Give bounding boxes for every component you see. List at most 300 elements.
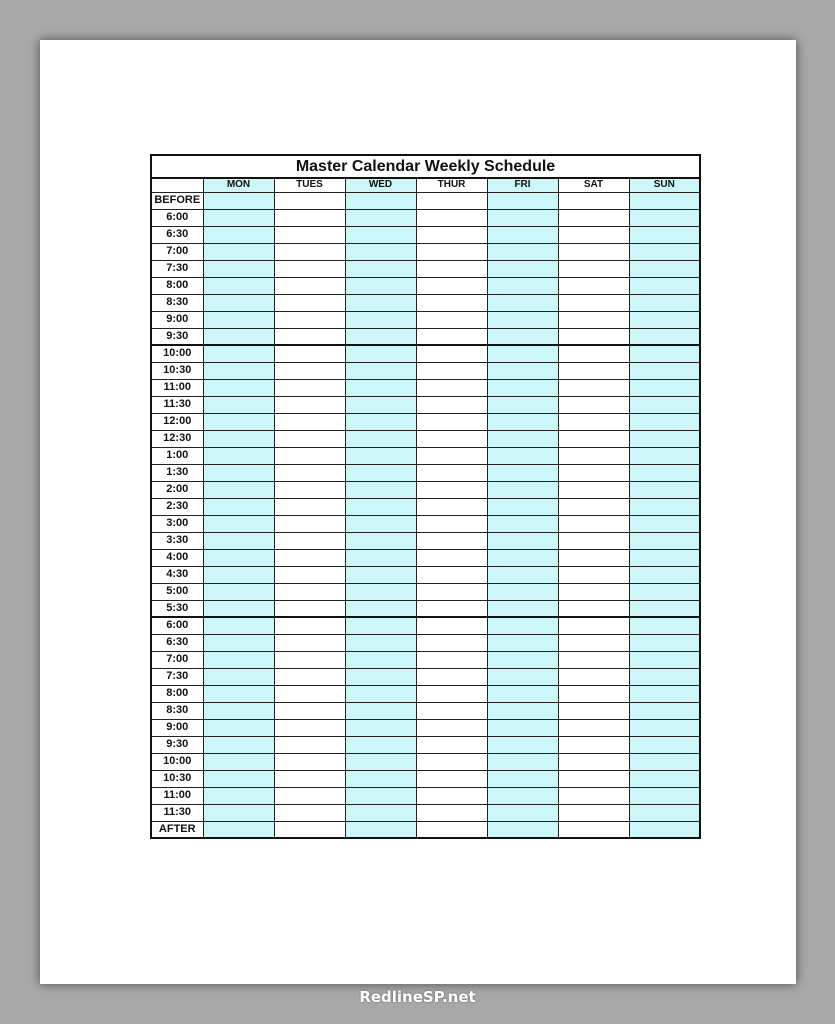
time-label: 9:30 bbox=[151, 736, 203, 753]
slot-cell-mon[interactable] bbox=[203, 668, 274, 685]
slot-cell-fri[interactable] bbox=[487, 294, 558, 311]
slot-cell-wed[interactable] bbox=[345, 481, 416, 498]
slot-cell-tues[interactable] bbox=[274, 226, 345, 243]
slot-cell-thur[interactable] bbox=[416, 379, 487, 396]
slot-cell-fri[interactable] bbox=[487, 719, 558, 736]
slot-cell-tues[interactable] bbox=[274, 600, 345, 617]
weekly-schedule-table bbox=[150, 154, 701, 839]
slot-cell-sat[interactable] bbox=[558, 260, 629, 277]
slot-cell-wed[interactable] bbox=[345, 549, 416, 566]
slot-cell-sun[interactable] bbox=[629, 447, 700, 464]
slot-cell-mon[interactable] bbox=[203, 821, 274, 838]
slot-cell-wed[interactable] bbox=[345, 736, 416, 753]
slot-cell-mon[interactable] bbox=[203, 294, 274, 311]
slot-cell-fri[interactable] bbox=[487, 566, 558, 583]
time-label: 7:00 bbox=[151, 651, 203, 668]
schedule-row bbox=[151, 651, 700, 668]
slot-cell-mon[interactable] bbox=[203, 243, 274, 260]
slot-cell-sat[interactable] bbox=[558, 600, 629, 617]
slot-cell-tues[interactable] bbox=[274, 277, 345, 294]
slot-cell-tues[interactable] bbox=[274, 430, 345, 447]
slot-cell-thur[interactable] bbox=[416, 634, 487, 651]
slot-cell-sat[interactable] bbox=[558, 396, 629, 413]
slot-cell-sat[interactable] bbox=[558, 583, 629, 600]
slot-cell-tues[interactable] bbox=[274, 260, 345, 277]
slot-cell-wed[interactable] bbox=[345, 243, 416, 260]
slot-cell-wed[interactable] bbox=[345, 770, 416, 787]
slot-cell-fri[interactable] bbox=[487, 685, 558, 702]
slot-cell-mon[interactable] bbox=[203, 430, 274, 447]
slot-cell-sat[interactable] bbox=[558, 549, 629, 566]
time-label: 8:00 bbox=[151, 685, 203, 702]
slot-cell-fri[interactable] bbox=[487, 651, 558, 668]
slot-cell-mon[interactable] bbox=[203, 532, 274, 549]
slot-cell-tues[interactable] bbox=[274, 617, 345, 634]
slot-cell-fri[interactable] bbox=[487, 481, 558, 498]
slot-cell-sun[interactable] bbox=[629, 770, 700, 787]
slot-cell-fri[interactable] bbox=[487, 243, 558, 260]
slot-cell-wed[interactable] bbox=[345, 328, 416, 345]
slot-cell-fri[interactable] bbox=[487, 787, 558, 804]
slot-cell-mon[interactable] bbox=[203, 260, 274, 277]
slot-cell-sun[interactable] bbox=[629, 549, 700, 566]
slot-cell-sun[interactable] bbox=[629, 583, 700, 600]
slot-cell-thur[interactable] bbox=[416, 447, 487, 464]
slot-cell-fri[interactable] bbox=[487, 277, 558, 294]
time-label: 5:00 bbox=[151, 583, 203, 600]
slot-cell-sat[interactable] bbox=[558, 311, 629, 328]
slot-cell-mon[interactable] bbox=[203, 481, 274, 498]
slot-cell-mon[interactable] bbox=[203, 549, 274, 566]
schedule-row bbox=[151, 243, 700, 260]
slot-cell-mon[interactable] bbox=[203, 447, 274, 464]
slot-cell-sun[interactable] bbox=[629, 719, 700, 736]
slot-cell-sun[interactable] bbox=[629, 481, 700, 498]
slot-cell-tues[interactable] bbox=[274, 209, 345, 226]
slot-cell-sun[interactable] bbox=[629, 192, 700, 209]
slot-cell-sat[interactable] bbox=[558, 192, 629, 209]
slot-cell-wed[interactable] bbox=[345, 719, 416, 736]
slot-cell-sun[interactable] bbox=[629, 260, 700, 277]
slot-cell-tues[interactable] bbox=[274, 345, 345, 362]
slot-cell-tues[interactable] bbox=[274, 787, 345, 804]
slot-cell-mon[interactable] bbox=[203, 464, 274, 481]
slot-cell-mon[interactable] bbox=[203, 685, 274, 702]
slot-cell-tues[interactable] bbox=[274, 532, 345, 549]
slot-cell-thur[interactable] bbox=[416, 328, 487, 345]
slot-cell-fri[interactable] bbox=[487, 379, 558, 396]
slot-cell-thur[interactable] bbox=[416, 719, 487, 736]
schedule-row bbox=[151, 328, 700, 345]
slot-cell-mon[interactable] bbox=[203, 498, 274, 515]
slot-cell-wed[interactable] bbox=[345, 413, 416, 430]
time-label: 10:30 bbox=[151, 362, 203, 379]
slot-cell-sun[interactable] bbox=[629, 753, 700, 770]
slot-cell-fri[interactable] bbox=[487, 804, 558, 821]
schedule-title: Master Calendar Weekly Schedule bbox=[151, 155, 700, 178]
slot-cell-tues[interactable] bbox=[274, 464, 345, 481]
slot-cell-sun[interactable] bbox=[629, 209, 700, 226]
time-label: 12:00 bbox=[151, 413, 203, 430]
slot-cell-mon[interactable] bbox=[203, 192, 274, 209]
slot-cell-fri[interactable] bbox=[487, 549, 558, 566]
slot-cell-fri[interactable] bbox=[487, 260, 558, 277]
slot-cell-fri[interactable] bbox=[487, 583, 558, 600]
slot-cell-thur[interactable] bbox=[416, 821, 487, 838]
slot-cell-fri[interactable] bbox=[487, 396, 558, 413]
slot-cell-tues[interactable] bbox=[274, 719, 345, 736]
slot-cell-thur[interactable] bbox=[416, 192, 487, 209]
slot-cell-sat[interactable] bbox=[558, 770, 629, 787]
slot-cell-thur[interactable] bbox=[416, 430, 487, 447]
slot-cell-mon[interactable] bbox=[203, 277, 274, 294]
slot-cell-tues[interactable] bbox=[274, 685, 345, 702]
slot-cell-wed[interactable] bbox=[345, 617, 416, 634]
slot-cell-wed[interactable] bbox=[345, 787, 416, 804]
slot-cell-sat[interactable] bbox=[558, 515, 629, 532]
slot-cell-tues[interactable] bbox=[274, 753, 345, 770]
slot-cell-mon[interactable] bbox=[203, 396, 274, 413]
slot-cell-fri[interactable] bbox=[487, 770, 558, 787]
schedule-row bbox=[151, 209, 700, 226]
slot-cell-mon[interactable] bbox=[203, 226, 274, 243]
day-header-mon: MON bbox=[203, 178, 274, 192]
slot-cell-thur[interactable] bbox=[416, 600, 487, 617]
slot-cell-sun[interactable] bbox=[629, 634, 700, 651]
slot-cell-sun[interactable] bbox=[629, 651, 700, 668]
schedule-row bbox=[151, 702, 700, 719]
slot-cell-thur[interactable] bbox=[416, 651, 487, 668]
slot-cell-tues[interactable] bbox=[274, 821, 345, 838]
slot-cell-tues[interactable] bbox=[274, 549, 345, 566]
slot-cell-sun[interactable] bbox=[629, 821, 700, 838]
slot-cell-sun[interactable] bbox=[629, 379, 700, 396]
slot-cell-tues[interactable] bbox=[274, 192, 345, 209]
slot-cell-sat[interactable] bbox=[558, 787, 629, 804]
slot-cell-fri[interactable] bbox=[487, 753, 558, 770]
slot-cell-fri[interactable] bbox=[487, 736, 558, 753]
slot-cell-tues[interactable] bbox=[274, 702, 345, 719]
slot-cell-tues[interactable] bbox=[274, 294, 345, 311]
slot-cell-wed[interactable] bbox=[345, 260, 416, 277]
slot-cell-tues[interactable] bbox=[274, 447, 345, 464]
slot-cell-sun[interactable] bbox=[629, 362, 700, 379]
slot-cell-fri[interactable] bbox=[487, 821, 558, 838]
slot-cell-sat[interactable] bbox=[558, 277, 629, 294]
slot-cell-sun[interactable] bbox=[629, 396, 700, 413]
slot-cell-wed[interactable] bbox=[345, 821, 416, 838]
slot-cell-sat[interactable] bbox=[558, 447, 629, 464]
slot-cell-mon[interactable] bbox=[203, 770, 274, 787]
slot-cell-tues[interactable] bbox=[274, 311, 345, 328]
slot-cell-tues[interactable] bbox=[274, 651, 345, 668]
time-label: 9:30 bbox=[151, 328, 203, 345]
slot-cell-wed[interactable] bbox=[345, 583, 416, 600]
slot-cell-sun[interactable] bbox=[629, 736, 700, 753]
slot-cell-sat[interactable] bbox=[558, 294, 629, 311]
slot-cell-wed[interactable] bbox=[345, 600, 416, 617]
slot-cell-fri[interactable] bbox=[487, 532, 558, 549]
slot-cell-sun[interactable] bbox=[629, 804, 700, 821]
slot-cell-wed[interactable] bbox=[345, 362, 416, 379]
slot-cell-sun[interactable] bbox=[629, 600, 700, 617]
slot-cell-mon[interactable] bbox=[203, 600, 274, 617]
slot-cell-thur[interactable] bbox=[416, 702, 487, 719]
slot-cell-tues[interactable] bbox=[274, 362, 345, 379]
time-label: 12:30 bbox=[151, 430, 203, 447]
slot-cell-wed[interactable] bbox=[345, 753, 416, 770]
slot-cell-sat[interactable] bbox=[558, 566, 629, 583]
slot-cell-thur[interactable] bbox=[416, 481, 487, 498]
schedule-row bbox=[151, 430, 700, 447]
slot-cell-wed[interactable] bbox=[345, 532, 416, 549]
slot-cell-tues[interactable] bbox=[274, 413, 345, 430]
slot-cell-sat[interactable] bbox=[558, 821, 629, 838]
slot-cell-tues[interactable] bbox=[274, 243, 345, 260]
slot-cell-wed[interactable] bbox=[345, 311, 416, 328]
schedule-row bbox=[151, 787, 700, 804]
schedule-row bbox=[151, 464, 700, 481]
slot-cell-thur[interactable] bbox=[416, 515, 487, 532]
slot-cell-thur[interactable] bbox=[416, 549, 487, 566]
slot-cell-sun[interactable] bbox=[629, 498, 700, 515]
time-label: 8:00 bbox=[151, 277, 203, 294]
slot-cell-sat[interactable] bbox=[558, 753, 629, 770]
document-page bbox=[40, 40, 796, 984]
slot-cell-sat[interactable] bbox=[558, 243, 629, 260]
slot-cell-thur[interactable] bbox=[416, 294, 487, 311]
slot-cell-thur[interactable] bbox=[416, 583, 487, 600]
slot-cell-sat[interactable] bbox=[558, 209, 629, 226]
slot-cell-tues[interactable] bbox=[274, 328, 345, 345]
slot-cell-wed[interactable] bbox=[345, 192, 416, 209]
slot-cell-sun[interactable] bbox=[629, 685, 700, 702]
slot-cell-sat[interactable] bbox=[558, 413, 629, 430]
slot-cell-thur[interactable] bbox=[416, 209, 487, 226]
schedule-row bbox=[151, 821, 700, 838]
slot-cell-tues[interactable] bbox=[274, 396, 345, 413]
slot-cell-tues[interactable] bbox=[274, 379, 345, 396]
slot-cell-tues[interactable] bbox=[274, 481, 345, 498]
slot-cell-sat[interactable] bbox=[558, 532, 629, 549]
slot-cell-sat[interactable] bbox=[558, 481, 629, 498]
slot-cell-mon[interactable] bbox=[203, 753, 274, 770]
slot-cell-wed[interactable] bbox=[345, 651, 416, 668]
slot-cell-tues[interactable] bbox=[274, 515, 345, 532]
slot-cell-wed[interactable] bbox=[345, 226, 416, 243]
slot-cell-wed[interactable] bbox=[345, 209, 416, 226]
slot-cell-fri[interactable] bbox=[487, 209, 558, 226]
slot-cell-fri[interactable] bbox=[487, 328, 558, 345]
slot-cell-fri[interactable] bbox=[487, 498, 558, 515]
slot-cell-wed[interactable] bbox=[345, 345, 416, 362]
schedule-row bbox=[151, 515, 700, 532]
slot-cell-fri[interactable] bbox=[487, 464, 558, 481]
slot-cell-tues[interactable] bbox=[274, 634, 345, 651]
slot-cell-thur[interactable] bbox=[416, 498, 487, 515]
schedule-row bbox=[151, 498, 700, 515]
slot-cell-thur[interactable] bbox=[416, 736, 487, 753]
slot-cell-wed[interactable] bbox=[345, 430, 416, 447]
slot-cell-thur[interactable] bbox=[416, 226, 487, 243]
slot-cell-thur[interactable] bbox=[416, 770, 487, 787]
slot-cell-mon[interactable] bbox=[203, 362, 274, 379]
slot-cell-wed[interactable] bbox=[345, 634, 416, 651]
slot-cell-wed[interactable] bbox=[345, 685, 416, 702]
slot-cell-sun[interactable] bbox=[629, 702, 700, 719]
slot-cell-sun[interactable] bbox=[629, 668, 700, 685]
slot-cell-wed[interactable] bbox=[345, 277, 416, 294]
slot-cell-tues[interactable] bbox=[274, 566, 345, 583]
slot-cell-mon[interactable] bbox=[203, 617, 274, 634]
slot-cell-sat[interactable] bbox=[558, 328, 629, 345]
slot-cell-sat[interactable] bbox=[558, 634, 629, 651]
slot-cell-sat[interactable] bbox=[558, 617, 629, 634]
slot-cell-fri[interactable] bbox=[487, 634, 558, 651]
slot-cell-tues[interactable] bbox=[274, 770, 345, 787]
slot-cell-thur[interactable] bbox=[416, 787, 487, 804]
slot-cell-mon[interactable] bbox=[203, 634, 274, 651]
slot-cell-mon[interactable] bbox=[203, 804, 274, 821]
slot-cell-sun[interactable] bbox=[629, 294, 700, 311]
slot-cell-sat[interactable] bbox=[558, 668, 629, 685]
slot-cell-sat[interactable] bbox=[558, 464, 629, 481]
slot-cell-wed[interactable] bbox=[345, 498, 416, 515]
slot-cell-sun[interactable] bbox=[629, 345, 700, 362]
slot-cell-fri[interactable] bbox=[487, 362, 558, 379]
slot-cell-thur[interactable] bbox=[416, 464, 487, 481]
schedule-row bbox=[151, 770, 700, 787]
slot-cell-mon[interactable] bbox=[203, 566, 274, 583]
slot-cell-fri[interactable] bbox=[487, 600, 558, 617]
slot-cell-thur[interactable] bbox=[416, 243, 487, 260]
slot-cell-thur[interactable] bbox=[416, 753, 487, 770]
slot-cell-fri[interactable] bbox=[487, 192, 558, 209]
day-header-wed: WED bbox=[345, 178, 416, 192]
slot-cell-thur[interactable] bbox=[416, 685, 487, 702]
slot-cell-tues[interactable] bbox=[274, 498, 345, 515]
slot-cell-tues[interactable] bbox=[274, 668, 345, 685]
time-label: 11:30 bbox=[151, 804, 203, 821]
slot-cell-fri[interactable] bbox=[487, 515, 558, 532]
slot-cell-mon[interactable] bbox=[203, 209, 274, 226]
slot-cell-wed[interactable] bbox=[345, 804, 416, 821]
slot-cell-wed[interactable] bbox=[345, 396, 416, 413]
slot-cell-tues[interactable] bbox=[274, 583, 345, 600]
slot-cell-wed[interactable] bbox=[345, 566, 416, 583]
slot-cell-sat[interactable] bbox=[558, 702, 629, 719]
slot-cell-wed[interactable] bbox=[345, 515, 416, 532]
time-label: 9:00 bbox=[151, 719, 203, 736]
slot-cell-sat[interactable] bbox=[558, 719, 629, 736]
slot-cell-sun[interactable] bbox=[629, 787, 700, 804]
slot-cell-fri[interactable] bbox=[487, 702, 558, 719]
slot-cell-mon[interactable] bbox=[203, 379, 274, 396]
slot-cell-wed[interactable] bbox=[345, 702, 416, 719]
slot-cell-thur[interactable] bbox=[416, 396, 487, 413]
time-label: 11:00 bbox=[151, 379, 203, 396]
slot-cell-tues[interactable] bbox=[274, 804, 345, 821]
slot-cell-sun[interactable] bbox=[629, 532, 700, 549]
slot-cell-sun[interactable] bbox=[629, 226, 700, 243]
slot-cell-sun[interactable] bbox=[629, 277, 700, 294]
slot-cell-sat[interactable] bbox=[558, 362, 629, 379]
slot-cell-sat[interactable] bbox=[558, 651, 629, 668]
slot-cell-sat[interactable] bbox=[558, 685, 629, 702]
slot-cell-thur[interactable] bbox=[416, 277, 487, 294]
slot-cell-fri[interactable] bbox=[487, 430, 558, 447]
schedule-row bbox=[151, 634, 700, 651]
slot-cell-fri[interactable] bbox=[487, 226, 558, 243]
slot-cell-thur[interactable] bbox=[416, 804, 487, 821]
slot-cell-sat[interactable] bbox=[558, 345, 629, 362]
slot-cell-sun[interactable] bbox=[629, 515, 700, 532]
slot-cell-mon[interactable] bbox=[203, 736, 274, 753]
slot-cell-thur[interactable] bbox=[416, 311, 487, 328]
schedule-row bbox=[151, 311, 700, 328]
slot-cell-wed[interactable] bbox=[345, 294, 416, 311]
slot-cell-fri[interactable] bbox=[487, 413, 558, 430]
slot-cell-thur[interactable] bbox=[416, 345, 487, 362]
slot-cell-thur[interactable] bbox=[416, 413, 487, 430]
slot-cell-sun[interactable] bbox=[629, 464, 700, 481]
slot-cell-thur[interactable] bbox=[416, 668, 487, 685]
slot-cell-sat[interactable] bbox=[558, 226, 629, 243]
slot-cell-sun[interactable] bbox=[629, 617, 700, 634]
slot-cell-fri[interactable] bbox=[487, 345, 558, 362]
schedule-row bbox=[151, 736, 700, 753]
slot-cell-thur[interactable] bbox=[416, 362, 487, 379]
slot-cell-sun[interactable] bbox=[629, 311, 700, 328]
slot-cell-sat[interactable] bbox=[558, 804, 629, 821]
slot-cell-wed[interactable] bbox=[345, 668, 416, 685]
slot-cell-mon[interactable] bbox=[203, 311, 274, 328]
slot-cell-mon[interactable] bbox=[203, 583, 274, 600]
slot-cell-fri[interactable] bbox=[487, 311, 558, 328]
slot-cell-mon[interactable] bbox=[203, 413, 274, 430]
slot-cell-sat[interactable] bbox=[558, 430, 629, 447]
slot-cell-wed[interactable] bbox=[345, 447, 416, 464]
slot-cell-mon[interactable] bbox=[203, 787, 274, 804]
slot-cell-wed[interactable] bbox=[345, 464, 416, 481]
slot-cell-sat[interactable] bbox=[558, 736, 629, 753]
slot-cell-sat[interactable] bbox=[558, 498, 629, 515]
slot-cell-fri[interactable] bbox=[487, 668, 558, 685]
slot-cell-sat[interactable] bbox=[558, 379, 629, 396]
slot-cell-sun[interactable] bbox=[629, 243, 700, 260]
slot-cell-tues[interactable] bbox=[274, 736, 345, 753]
slot-cell-sun[interactable] bbox=[629, 430, 700, 447]
slot-cell-sun[interactable] bbox=[629, 328, 700, 345]
slot-cell-mon[interactable] bbox=[203, 515, 274, 532]
slot-cell-mon[interactable] bbox=[203, 702, 274, 719]
time-label: 7:30 bbox=[151, 668, 203, 685]
slot-cell-mon[interactable] bbox=[203, 345, 274, 362]
slot-cell-fri[interactable] bbox=[487, 447, 558, 464]
slot-cell-sun[interactable] bbox=[629, 413, 700, 430]
slot-cell-thur[interactable] bbox=[416, 617, 487, 634]
slot-cell-thur[interactable] bbox=[416, 532, 487, 549]
slot-cell-thur[interactable] bbox=[416, 260, 487, 277]
slot-cell-fri[interactable] bbox=[487, 617, 558, 634]
slot-cell-mon[interactable] bbox=[203, 328, 274, 345]
slot-cell-mon[interactable] bbox=[203, 651, 274, 668]
slot-cell-mon[interactable] bbox=[203, 719, 274, 736]
slot-cell-wed[interactable] bbox=[345, 379, 416, 396]
slot-cell-sun[interactable] bbox=[629, 566, 700, 583]
slot-cell-thur[interactable] bbox=[416, 566, 487, 583]
time-label: 6:30 bbox=[151, 634, 203, 651]
